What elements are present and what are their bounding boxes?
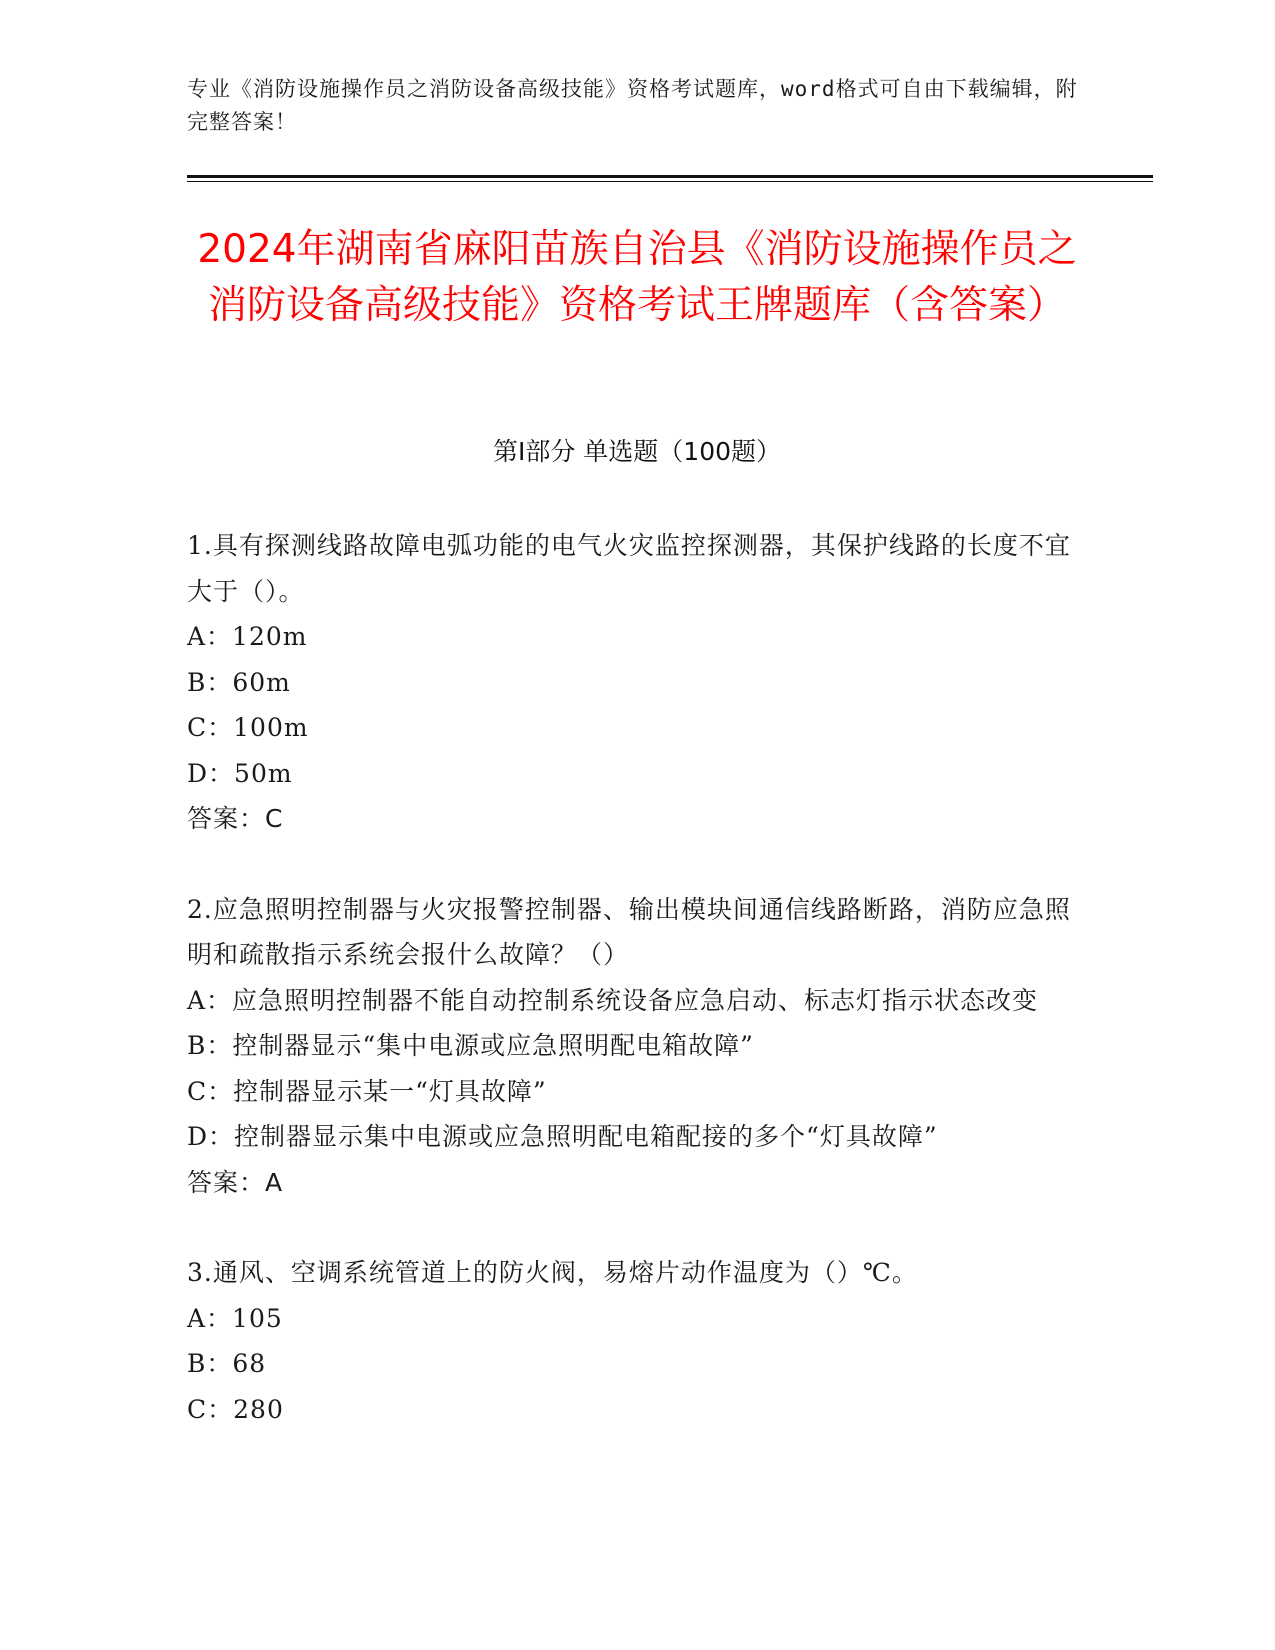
option-d: D：控制器显示集中电源或应急照明配电箱配接的多个“灯具故障”: [187, 1122, 938, 1151]
header-note: 专业《消防设施操作员之消防设备高级技能》资格考试题库，word格式可自由下载编辑，附完整答案！: [187, 77, 1078, 134]
section-title: 第Ⅰ部分 单选题（100题）: [492, 437, 782, 466]
option-a: A：应急照明控制器不能自动控制系统设备应急启动、标志灯指示状态改变: [187, 985, 1039, 1015]
option-c: C：280: [187, 1394, 284, 1424]
option-a: A：105: [187, 1303, 283, 1333]
option-b: B：控制器显示“集中电源或应急照明配电箱故障”: [187, 1031, 754, 1060]
option-c: C：控制器显示某一“灯具故障”: [187, 1076, 547, 1106]
option-b: B：68: [187, 1349, 267, 1378]
answer: 答案：A: [187, 1167, 284, 1197]
header-rule-thin: [187, 181, 1153, 182]
question-list: [187, 523, 1087, 1477]
option-c: C：100m: [187, 713, 309, 742]
question-2: [187, 887, 1087, 1206]
header-rule-thick: [187, 175, 1153, 178]
answer: 答案：C: [187, 804, 284, 833]
question-stem: 3.通风、空调系统管道上的防火阀，易熔片动作温度为（）℃。: [187, 1258, 918, 1287]
option-b: B：60m: [187, 667, 291, 697]
question-stem: 2.应急照明控制器与火灾报警控制器、输出模块间通信线路断路，消防应急照明和疏散指示系统会报什么故障？（）: [187, 894, 1071, 969]
option-a: A：120m: [187, 622, 308, 651]
document-title: 2024年湖南省麻阳苗族自治县《消防设施操作员之消防设备高级技能》资格考试王牌题库（含答案）: [197, 227, 1077, 328]
question-1: [187, 523, 1087, 842]
question-stem: 1.具有探测线路故障电弧功能的电气火灾监控探测器，其保护线路的长度不宜大于（）。: [187, 531, 1071, 606]
question-3: [187, 1250, 1087, 1432]
option-d: D：50m: [187, 758, 293, 788]
